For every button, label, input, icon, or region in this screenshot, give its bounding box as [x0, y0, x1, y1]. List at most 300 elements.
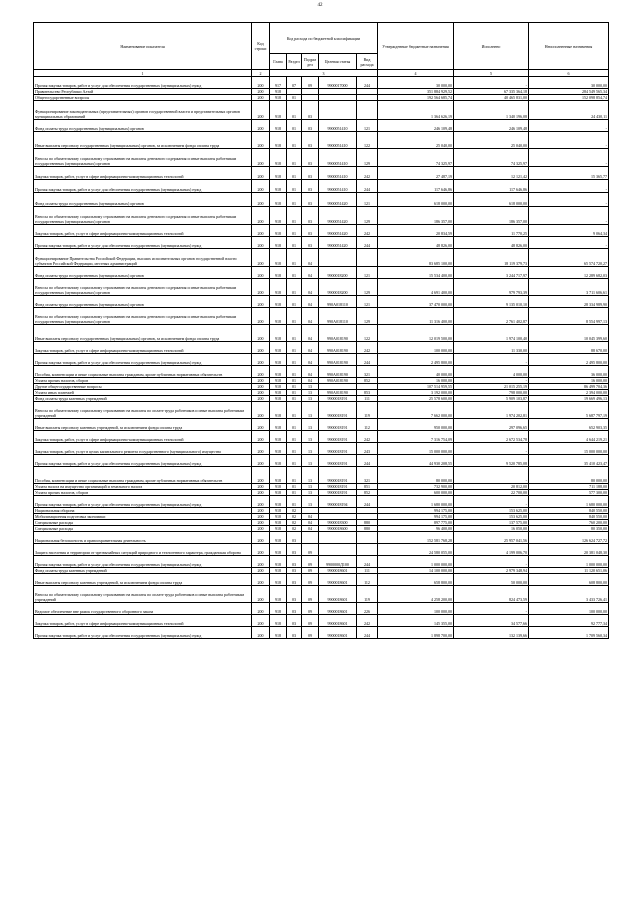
row-approved-cell: 30 000,00	[378, 77, 454, 89]
row-podrazdel-cell	[302, 532, 319, 544]
row-unexecuted-cell: 15 365,77	[529, 167, 609, 180]
row-name-cell: Специальные расходы	[34, 526, 252, 532]
row-razdel-cell: 01	[287, 167, 302, 180]
row-target-article-cell: 990А018190	[319, 390, 357, 396]
row-executed-cell: 34 577,66	[454, 615, 529, 627]
row-unexecuted-cell: 1 680 000,00	[529, 496, 609, 508]
row-razdel-cell: 01	[287, 455, 302, 467]
row-unexecuted-cell: 11 120 651,06	[529, 568, 609, 574]
row-name-cell: Прочая закупка товаров, работ и услуг для обеспечения государственных (муниципальных) нужд	[34, 455, 252, 467]
row-razdel-cell: 01	[287, 237, 302, 249]
row-target-article-cell: 9900018191	[319, 402, 357, 419]
row-razdel-cell: 01	[287, 496, 302, 508]
row-unexecuted-cell: 1 000 000,00	[529, 556, 609, 568]
row-podrazdel-cell: 13	[302, 496, 319, 508]
row-line-code-cell: 200	[252, 180, 270, 193]
col-number-5: 5	[454, 70, 529, 77]
header-approved: Утвержденные бюджетные назначения	[378, 23, 454, 70]
row-line-code-cell: 200	[252, 526, 270, 532]
row-approved-cell: 152 581 768,28	[378, 532, 454, 544]
row-unexecuted-cell: -	[529, 149, 609, 167]
table-row	[34, 366, 609, 378]
row-approved-cell: 40 000,00	[378, 366, 454, 378]
row-name-cell: Иные выплаты персоналу казенных учреждений, за исключением фонда оплаты труда	[34, 574, 252, 586]
row-approved-cell: 1 000 000,00	[378, 556, 454, 568]
table-row	[34, 225, 609, 237]
row-razdel-cell: 03	[287, 532, 302, 544]
row-name-cell: Прочая закупка товаров, работ и услуг для обеспечения государственных (муниципальных) нужд	[34, 556, 252, 568]
table-row	[34, 101, 609, 120]
row-target-article-cell: 990А018190	[319, 378, 357, 384]
row-glava-cell: 918	[270, 490, 287, 496]
row-executed-cell: 117 646,86	[454, 180, 529, 193]
row-line-code-cell: 200	[252, 396, 270, 402]
table-row	[34, 467, 609, 484]
table-row	[34, 615, 609, 627]
row-glava-cell: 918	[270, 132, 287, 149]
table-row	[34, 279, 609, 296]
row-expense-type-cell: 111	[357, 568, 378, 574]
row-glava-cell: 918	[270, 455, 287, 467]
row-razdel-cell: 01	[287, 384, 302, 390]
row-executed-cell: 11 770,25	[454, 225, 529, 237]
row-approved-cell: 2 495 800,00	[378, 354, 454, 366]
col-number-3: 3	[270, 70, 378, 77]
row-target-article-cell: 9900018200	[319, 279, 357, 296]
row-executed-cell: 18 119 379,73	[454, 249, 529, 267]
header-unexecuted: Неисполненные назначения	[529, 23, 609, 70]
row-executed-cell: 16 050,00	[454, 526, 529, 532]
row-glava-cell: 918	[270, 120, 287, 132]
row-podrazdel-cell: 03	[302, 207, 319, 225]
row-podrazdel-cell: 13	[302, 402, 319, 419]
row-unexecuted-cell: 20 381 048,30	[529, 544, 609, 556]
row-executed-cell: 137 575,00	[454, 520, 529, 526]
row-line-code-cell: 200	[252, 132, 270, 149]
row-razdel-cell: 01	[287, 267, 302, 279]
row-approved-cell: 192 564 685,74	[378, 95, 454, 101]
col-number-6: 6	[529, 70, 609, 77]
row-line-code-cell: 200	[252, 496, 270, 508]
row-razdel-cell: 01	[287, 225, 302, 237]
row-razdel-cell: 03	[287, 544, 302, 556]
row-expense-type-cell: 119	[357, 402, 378, 419]
row-podrazdel-cell: 09	[302, 568, 319, 574]
row-unexecuted-cell: 711 188,00	[529, 484, 609, 490]
row-razdel-cell: 03	[287, 627, 302, 639]
row-approved-cell: 37 470 000,00	[378, 296, 454, 308]
row-executed-cell: 9 520 785,08	[454, 455, 529, 467]
table-row	[34, 249, 609, 267]
row-expense-type-cell: 880	[357, 520, 378, 526]
row-expense-type-cell: 242	[357, 431, 378, 443]
row-approved-cell: 186 357,00	[378, 207, 454, 225]
row-line-code-cell: 200	[252, 225, 270, 237]
row-expense-type-cell: 129	[357, 308, 378, 325]
row-glava-cell: 918	[270, 207, 287, 225]
row-target-article-cell: 9900018601	[319, 586, 357, 603]
row-expense-type-cell: 853	[357, 390, 378, 396]
row-glava-cell: 918	[270, 193, 287, 207]
table-row	[34, 574, 609, 586]
row-line-code-cell: 200	[252, 574, 270, 586]
row-razdel-cell: 01	[287, 207, 302, 225]
row-unexecuted-cell: 608 800,00	[529, 574, 609, 586]
row-line-code-cell: 200	[252, 207, 270, 225]
row-name-cell: Взносы по обязательному социальному страхованию на выплаты денежного содержания и иные выплаты работникам государственных (муниципальных) органов	[34, 207, 252, 225]
row-executed-cell: 22 700,00	[454, 490, 529, 496]
row-name-cell: Прочая закупка товаров, работ и услуг для обеспечения государственных (муниципальных) нужд	[34, 237, 252, 249]
table-row	[34, 180, 609, 193]
row-expense-type-cell: 121	[357, 267, 378, 279]
row-executed-cell: 67 335 364,18	[454, 89, 529, 95]
row-approved-cell: 351 884 929,52	[378, 89, 454, 95]
row-glava-cell: 918	[270, 308, 287, 325]
row-executed-cell: 153 625,00	[454, 514, 529, 520]
header-name: Наименование показателя	[34, 23, 252, 70]
row-razdel-cell: 01	[287, 443, 302, 455]
row-executed-cell: 20 812,00	[454, 484, 529, 490]
row-glava-cell: 918	[270, 149, 287, 167]
row-razdel-cell: 03	[287, 568, 302, 574]
row-expense-type-cell: 851	[357, 484, 378, 490]
row-podrazdel-cell: 13	[302, 419, 319, 431]
row-name-cell: Фонд оплаты труда государственных (муниципальных) органов	[34, 296, 252, 308]
row-unexecuted-cell: -	[529, 132, 609, 149]
row-podrazdel-cell: 09	[302, 586, 319, 603]
row-line-code-cell: 200	[252, 267, 270, 279]
header-target-article: Целевая статья	[319, 54, 357, 70]
row-glava-cell: 918	[270, 514, 287, 520]
row-name-cell: Прочая закупка товаров, работ и услуг для обеспечения государственных (муниципальных) нужд	[34, 496, 252, 508]
row-podrazdel-cell: 13	[302, 396, 319, 402]
row-approved-cell: 994 175,00	[378, 508, 454, 514]
table-row	[34, 532, 609, 544]
row-approved-cell: 994 175,00	[378, 514, 454, 520]
row-approved-cell: 7 662 000,00	[378, 402, 454, 419]
row-expense-type-cell: 244	[357, 180, 378, 193]
row-razdel-cell: 01	[287, 402, 302, 419]
row-glava-cell: 918	[270, 249, 287, 267]
row-expense-type-cell: 242	[357, 615, 378, 627]
row-line-code-cell: 200	[252, 279, 270, 296]
row-expense-type-cell: 112	[357, 419, 378, 431]
row-line-code-cell: 200	[252, 514, 270, 520]
row-razdel-cell: 01	[287, 149, 302, 167]
row-name-cell: Взносы по обязательному социальному страхованию на выплаты по оплате труда работников и иные выплаты работникам учреждений	[34, 402, 252, 419]
row-name-cell: Национальная оборона	[34, 508, 252, 514]
row-executed-cell: 25 040,00	[454, 132, 529, 149]
row-unexecuted-cell: -	[529, 193, 609, 207]
row-expense-type-cell	[357, 532, 378, 544]
row-expense-type-cell: 226	[357, 603, 378, 615]
row-executed-cell: 4 199 006,70	[454, 544, 529, 556]
row-approved-cell: 107 514 959,55	[378, 384, 454, 390]
header-budget-code: Код расхода по бюджетной классификации	[270, 23, 378, 54]
row-approved-cell: 618 000,00	[378, 193, 454, 207]
row-razdel-cell: 01	[287, 467, 302, 484]
row-razdel-cell: 03	[287, 603, 302, 615]
row-name-cell: Уплата иных платежей	[34, 390, 252, 396]
row-target-article-cell: 9900018191	[319, 467, 357, 484]
row-podrazdel-cell: 09	[302, 603, 319, 615]
row-target-article-cell: 9900051410	[319, 180, 357, 193]
row-line-code-cell: 200	[252, 308, 270, 325]
row-podrazdel-cell: 04	[302, 325, 319, 342]
row-target-article-cell: 9900051420	[319, 193, 357, 207]
row-name-cell: Фонд оплаты труда государственных (муниципальных) органов	[34, 267, 252, 279]
row-unexecuted-cell: -	[529, 120, 609, 132]
row-target-article-cell: 9900018601	[319, 615, 357, 627]
row-name-cell: Функционирование законодательных (представительных) органов государственной власти и представительных органов муниципальных образований	[34, 101, 252, 120]
row-executed-cell: 186 357,00	[454, 207, 529, 225]
row-line-code-cell: 200	[252, 366, 270, 378]
row-podrazdel-cell: 03	[302, 225, 319, 237]
row-unexecuted-cell: 16 000,00	[529, 378, 609, 384]
header-razdel: Раздел	[287, 54, 302, 70]
row-glava-cell: 918	[270, 615, 287, 627]
row-expense-type-cell: 129	[357, 279, 378, 296]
row-line-code-cell: 200	[252, 615, 270, 627]
row-name-cell: Функционирование Правительства Российской Федерации, высших исполнительных органов государственной власти субъектов Российской Федерации, местных администраций	[34, 249, 252, 267]
table-row	[34, 207, 609, 225]
row-line-code-cell: 200	[252, 237, 270, 249]
row-executed-cell: -	[454, 443, 529, 455]
row-unexecuted-cell: 760 200,00	[529, 520, 609, 526]
row-executed-cell: 132 139,66	[454, 627, 529, 639]
row-executed-cell: 50 000,00	[454, 574, 529, 586]
row-unexecuted-cell: -	[529, 237, 609, 249]
row-approved-cell: 83 685 100,00	[378, 249, 454, 267]
row-target-article-cell: 9900051410	[319, 149, 357, 167]
row-executed-cell: 153 625,00	[454, 508, 529, 514]
row-name-cell: Фонд оплаты труда государственных (муниципальных) органов	[34, 120, 252, 132]
row-glava-cell: 918	[270, 431, 287, 443]
row-glava-cell: 918	[270, 484, 287, 490]
row-line-code-cell: 200	[252, 149, 270, 167]
row-unexecuted-cell: 65 574 720,27	[529, 249, 609, 267]
header-executed: Исполнено	[454, 23, 529, 70]
row-approved-cell: 15 000 000,00	[378, 443, 454, 455]
row-target-article-cell: 9900018191	[319, 455, 357, 467]
row-expense-type-cell: 244	[357, 455, 378, 467]
row-name-cell: Иные выплаты персоналу казенных учреждений, за исключением фонда оплаты труда	[34, 419, 252, 431]
row-razdel-cell: 01	[287, 354, 302, 366]
row-expense-type-cell: 321	[357, 366, 378, 378]
row-expense-type-cell: 122	[357, 132, 378, 149]
row-expense-type-cell: 244	[357, 77, 378, 89]
row-podrazdel-cell: 09	[302, 544, 319, 556]
table-row	[34, 496, 609, 508]
row-expense-type-cell: 244	[357, 627, 378, 639]
row-glava-cell: 918	[270, 89, 287, 95]
row-unexecuted-cell: 152 098 854,74	[529, 95, 609, 101]
row-target-article-cell: 9900017000	[319, 77, 357, 89]
table-row	[34, 120, 609, 132]
page-number: 42	[317, 3, 323, 8]
row-podrazdel-cell: 09	[302, 627, 319, 639]
row-name-cell: Пособия, компенсации и иные социальные выплаты гражданам, кроме публичных нормативных обязательств	[34, 366, 252, 378]
col-number-2: 2	[252, 70, 270, 77]
row-glava-cell: 917	[270, 77, 287, 89]
row-name-cell: Закупка товаров, работ, услуг в целях капитального ремонта государственного (муниципального) имущества	[34, 443, 252, 455]
row-name-cell: Взносы по обязательному социальному страхованию на выплаты по оплате труда работников и иные выплаты работникам учреждений	[34, 586, 252, 603]
row-name-cell: Специальные расходы	[34, 520, 252, 526]
row-razdel-cell: 01	[287, 95, 302, 101]
row-target-article-cell: 9900051420	[319, 207, 357, 225]
row-glava-cell: 918	[270, 366, 287, 378]
row-line-code-cell: 200	[252, 484, 270, 490]
row-glava-cell: 918	[270, 101, 287, 120]
row-target-article-cell: 9900018194	[319, 496, 357, 508]
row-razdel-cell: 01	[287, 120, 302, 132]
row-executed-cell: 1 974 202,81	[454, 402, 529, 419]
row-name-cell: Взносы по обязательному социальному страхованию на выплаты денежного содержания и иные выплаты работникам государственных (муниципальных) органов	[34, 308, 252, 325]
row-target-article-cell	[319, 532, 357, 544]
row-razdel-cell: 02	[287, 526, 302, 532]
table-row	[34, 603, 609, 615]
row-glava-cell: 918	[270, 95, 287, 101]
table-row	[34, 556, 609, 568]
row-razdel-cell: 01	[287, 101, 302, 120]
row-target-article-cell	[319, 101, 357, 120]
row-target-article-cell: 9900018191	[319, 443, 357, 455]
row-expense-type-cell: 244	[357, 556, 378, 568]
row-executed-cell: 1 340 196,08	[454, 101, 529, 120]
row-razdel-cell: 01	[287, 193, 302, 207]
row-glava-cell: 918	[270, 443, 287, 455]
row-target-article-cell: 9900051410	[319, 120, 357, 132]
row-approved-cell: 12 019 500,00	[378, 325, 454, 342]
row-glava-cell: 918	[270, 390, 287, 396]
row-razdel-cell: 01	[287, 431, 302, 443]
row-unexecuted-cell: 1 709 560,34	[529, 627, 609, 639]
row-glava-cell: 918	[270, 354, 287, 366]
row-approved-cell: 1 898 700,00	[378, 627, 454, 639]
row-line-code-cell: 200	[252, 443, 270, 455]
row-executed-cell: 246 109,48	[454, 120, 529, 132]
row-glava-cell: 918	[270, 603, 287, 615]
row-podrazdel-cell: 03	[302, 180, 319, 193]
row-name-cell: Взносы по обязательному социальному страхованию на выплаты денежного содержания и иные выплаты работникам государственных (муниципальных) органов	[34, 279, 252, 296]
row-target-article-cell: 9900051410	[319, 167, 357, 180]
row-expense-type-cell: 121	[357, 296, 378, 308]
row-name-cell: Взносы по обязательному социальному страхованию на выплаты денежного содержания и иные выплаты работникам государственных (муниципальных) органов	[34, 149, 252, 167]
row-approved-cell: 80 000,00	[378, 467, 454, 484]
row-line-code-cell: 200	[252, 627, 270, 639]
row-glava-cell: 918	[270, 467, 287, 484]
row-target-article-cell: 9900018191	[319, 484, 357, 490]
row-name-cell: Мобилизационная подготовка экономики	[34, 514, 252, 520]
row-executed-cell: 40 465 831,00	[454, 95, 529, 101]
header-podrazdel: Подраз дел	[302, 54, 319, 70]
row-name-cell: Прочая закупка товаров, работ и услуг для обеспечения государственных (муниципальных) нужд	[34, 77, 252, 89]
row-podrazdel-cell: 13	[302, 467, 319, 484]
row-approved-cell: 25 040,00	[378, 132, 454, 149]
row-executed-cell: -	[454, 496, 529, 508]
row-razdel-cell: 01	[287, 249, 302, 267]
row-expense-type-cell: 852	[357, 378, 378, 384]
row-glava-cell: 918	[270, 279, 287, 296]
row-expense-type-cell: 244	[357, 237, 378, 249]
row-executed-cell: 21 015 255,19	[454, 384, 529, 390]
row-name-cell: Национальная безопасность и правоохранительная деятельность	[34, 532, 252, 544]
row-target-article-cell: 9900051410	[319, 132, 357, 149]
row-target-article-cell: 9900051420	[319, 237, 357, 249]
row-executed-cell: 12 121,42	[454, 167, 529, 180]
row-executed-cell: -	[454, 378, 529, 384]
row-podrazdel-cell: 03	[302, 101, 319, 120]
row-name-cell: Прочая закупка товаров, работ и услуг для обеспечения государственных (муниципальных) нужд	[34, 180, 252, 193]
row-line-code-cell: 200	[252, 603, 270, 615]
row-approved-cell: 14 100 000,00	[378, 568, 454, 574]
row-target-article-cell: 990А018110	[319, 308, 357, 325]
row-name-cell: Фонд оплаты труда казенных учреждений	[34, 396, 252, 402]
row-name-cell: Фонд оплаты труда казенных учреждений	[34, 568, 252, 574]
row-expense-type-cell: 244	[357, 496, 378, 508]
row-expense-type-cell: 880	[357, 526, 378, 532]
row-name-cell: Пособия, компенсации и иные социальные выплаты гражданам, кроме публичных нормативных обязательств	[34, 467, 252, 484]
table-row	[34, 544, 609, 556]
table-row	[34, 342, 609, 354]
row-glava-cell: 918	[270, 627, 287, 639]
row-approved-cell: 732 900,00	[378, 484, 454, 490]
row-razdel-cell: 01	[287, 490, 302, 496]
row-podrazdel-cell: 04	[302, 378, 319, 384]
row-expense-type-cell: 129	[357, 149, 378, 167]
row-expense-type-cell: 321	[357, 467, 378, 484]
row-executed-cell: 4 000,00	[454, 366, 529, 378]
table-row	[34, 296, 609, 308]
header-expense-type: Вид расхода	[357, 54, 378, 70]
row-glava-cell: 918	[270, 167, 287, 180]
row-target-article-cell: 990А018190	[319, 366, 357, 378]
row-expense-type-cell: 121	[357, 120, 378, 132]
row-glava-cell: 918	[270, 532, 287, 544]
row-line-code-cell: 200	[252, 384, 270, 390]
row-line-code-cell: 200	[252, 455, 270, 467]
row-line-code-cell: 200	[252, 586, 270, 603]
row-target-article-cell	[319, 544, 357, 556]
row-razdel-cell: 03	[287, 615, 302, 627]
row-podrazdel-cell: 13	[302, 384, 319, 390]
row-unexecuted-cell: 24 430,11	[529, 101, 609, 120]
row-name-cell: Уплата прочих налогов, сборов	[34, 378, 252, 384]
row-target-article-cell: 9900018601	[319, 574, 357, 586]
row-line-code-cell: 200	[252, 167, 270, 180]
row-name-cell: Уплата налога на имущество организаций и земельного налога	[34, 484, 252, 490]
row-glava-cell: 918	[270, 568, 287, 574]
row-podrazdel-cell: 13	[302, 490, 319, 496]
row-unexecuted-cell: 15 000 000,00	[529, 443, 609, 455]
row-target-article-cell: 9900018200	[319, 267, 357, 279]
row-executed-cell: -	[454, 77, 529, 89]
row-podrazdel-cell: 04	[302, 366, 319, 378]
row-line-code-cell: 200	[252, 354, 270, 366]
row-glava-cell: 918	[270, 556, 287, 568]
row-expense-type-cell: 242	[357, 225, 378, 237]
row-line-code-cell: 200	[252, 325, 270, 342]
row-name-cell: Защита населения и территории от чрезвычайных ситуаций природного и техногенного характера, гражданская оборона	[34, 544, 252, 556]
row-razdel-cell: 01	[287, 342, 302, 354]
row-executed-cell: 2 761 402,87	[454, 308, 529, 325]
row-unexecuted-cell: 840 550,00	[529, 508, 609, 514]
table-row	[34, 402, 609, 419]
row-target-article-cell: 990А018110	[319, 296, 357, 308]
row-podrazdel-cell: 03	[302, 132, 319, 149]
row-glava-cell: 918	[270, 544, 287, 556]
row-podrazdel-cell: 03	[302, 120, 319, 132]
